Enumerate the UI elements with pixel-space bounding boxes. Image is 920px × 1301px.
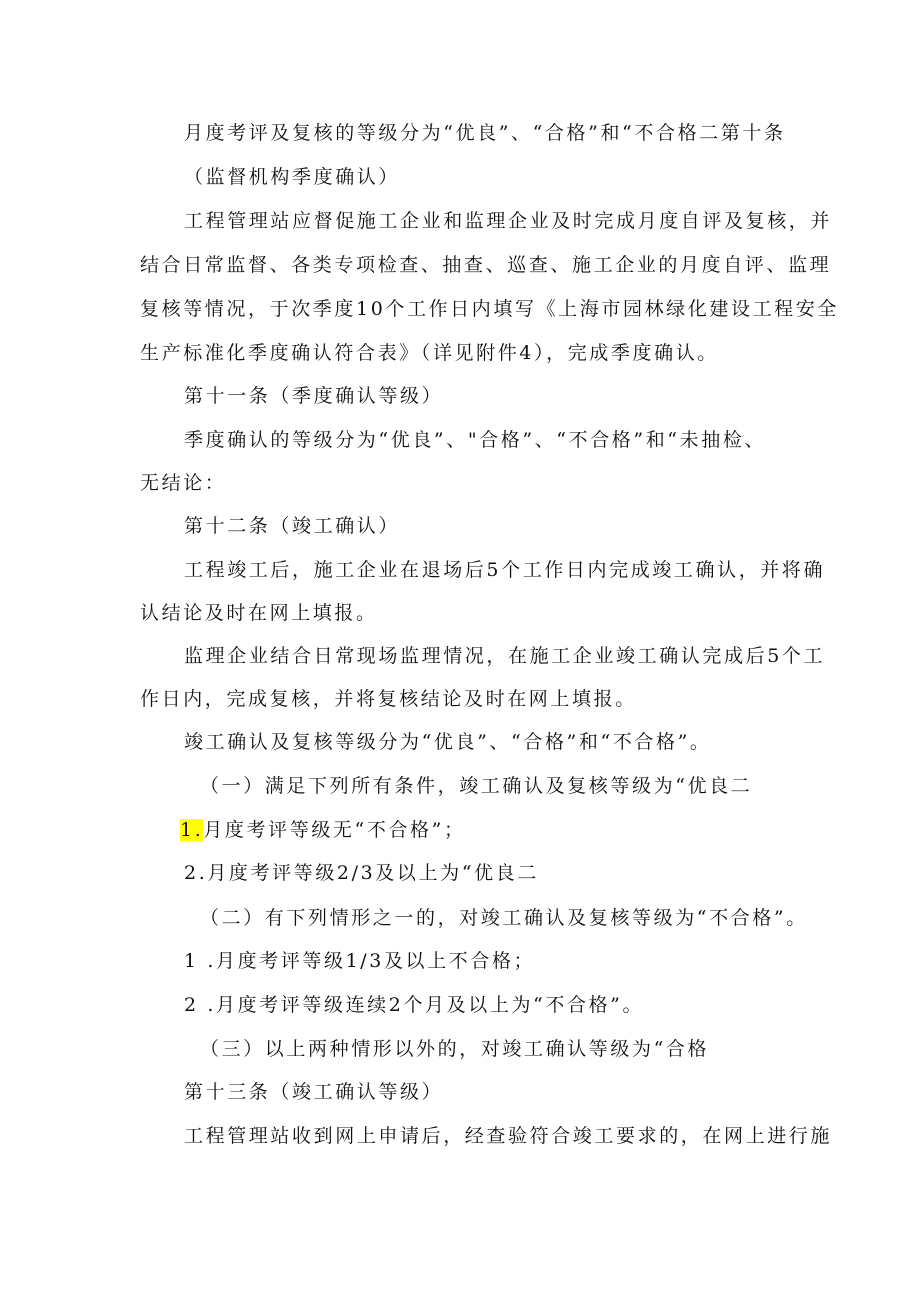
paragraph-line: （一）满足下列所有条件，竣工确认及复核等级为“优良二: [200, 775, 753, 797]
paragraph-line: 竣工确认及复核等级分为“优良”、“合格”和“不合格”。: [184, 731, 712, 753]
paragraph-line: 季度确认的等级分为“优良”、"合格”、“不合格”和“未抽检、: [184, 429, 767, 451]
paragraph-line: 工程竣工后，施工企业在退场后5个工作日内完成竣工确认，并将确: [184, 559, 826, 581]
paragraph-line: 监理企业结合日常现场监理情况，在施工企业竣工确认完成后5个工: [184, 645, 826, 667]
paragraph-line: （三）以上两种情形以外的，对竣工确认等级为“合格: [200, 1038, 710, 1060]
paragraph-line: 月度考评及复核的等级分为“优良”、“合格”和“不合格二第十条: [184, 122, 786, 144]
list-item: 2.月度考评等级2/3及以上为“优良二: [184, 862, 539, 884]
paragraph-line: 工程管理站应督促施工企业和监理企业及时完成月度自评及复核，并: [184, 210, 833, 232]
highlighted-item-number: 1.: [180, 819, 204, 841]
paragraph-line: 作日内，完成复核，并将复核结论及时在网上填报。: [140, 688, 637, 710]
paragraph-line: （监督机构季度确认）: [184, 166, 401, 188]
paragraph-line: 无结论：: [140, 472, 227, 494]
paragraph-line: （二）有下列情形之一的，对竣工确认及复核等级为“不合格”。: [200, 907, 808, 929]
section-heading: 第十三条（竣工确认等级）: [184, 1081, 444, 1103]
highlighted-list-item: [180, 815, 466, 845]
highlighted-item-text: 月度考评等级无“不合格”；: [203, 819, 466, 841]
paragraph-line: 复核等情况，于次季度10个工作日内填写《上海市园林绿化建设工程安全: [140, 298, 839, 320]
paragraph-line: 认结论及时在网上填报。: [140, 602, 378, 624]
list-item: 1 .月度考评等级1/3及以上不合格；: [184, 950, 536, 972]
section-heading: 第十二条（竣工确认）: [184, 515, 401, 537]
section-heading: 第十一条（季度确认等级）: [184, 385, 444, 407]
list-item: 2 .月度考评等级连续2个月及以上为“不合格”。: [184, 994, 645, 1016]
paragraph-line: 工程管理站收到网上申请后，经查验符合竣工要求的，在网上进行施: [184, 1125, 833, 1147]
paragraph-line: 生产标准化季度确认符合表》（详见附件4），完成季度确认。: [140, 342, 719, 364]
paragraph-line: 结合日常监督、各类专项检查、抽查、巡查、施工企业的月度自评、监理: [140, 254, 832, 276]
